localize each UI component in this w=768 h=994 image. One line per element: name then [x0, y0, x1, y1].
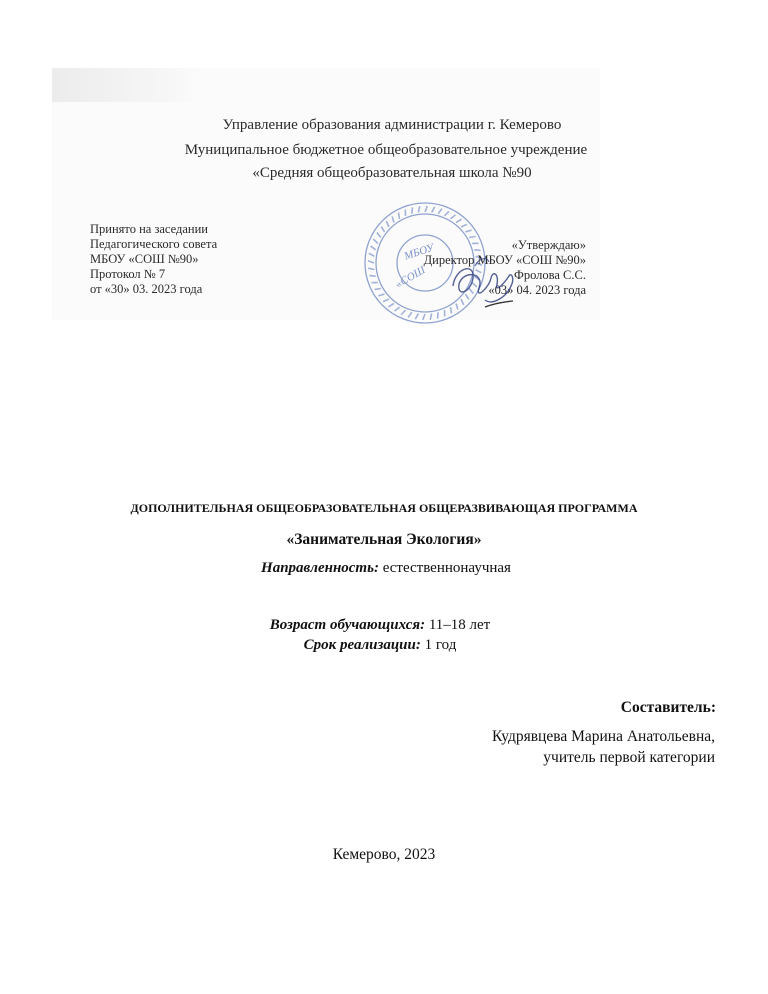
- program-title: ДОПОЛНИТЕЛЬНАЯ ОБЩЕОБРАЗОВАТЕЛЬНАЯ ОБЩЕРАЗВИВАЮЩАЯ ПРОГРАММА: [130, 501, 638, 515]
- stamp-ring-glyph: [378, 294, 384, 296]
- age-value: 11–18 лет: [428, 617, 491, 633]
- direction-label: Направленность: [261, 560, 374, 576]
- approved-line: «03» 04. 2023 года: [488, 283, 586, 297]
- stamp-text: «СОШ: [393, 264, 428, 291]
- stamp-ring-glyph: [371, 246, 376, 250]
- stamp-ring-glyph: [368, 261, 374, 263]
- colon: :: [415, 637, 421, 653]
- city-year: Кемерово, 2023: [332, 846, 436, 863]
- stamp-ring-glyph: [389, 303, 394, 306]
- stamp-ring-glyph: [423, 314, 425, 320]
- approved-line: Фролова С.С.: [513, 268, 586, 282]
- stamp-ring-glyph: [373, 239, 378, 243]
- stamp-ring-glyph: [383, 299, 389, 302]
- stamp-ring-glyph: [408, 312, 412, 317]
- header-line-1: Управление образования администрации г. Кемерово: [222, 117, 562, 133]
- term-line: [0, 637, 764, 654]
- stamp-ring-glyph: [368, 268, 374, 269]
- age-line: [0, 617, 764, 634]
- stamp-ring-glyph: [392, 216, 394, 222]
- program-name: «Занимательная Экология»: [286, 531, 482, 548]
- stamp-ring-glyph: [425, 206, 427, 212]
- stamp-ring-glyph: [401, 310, 405, 315]
- age-label: Возраст обучающихся: [269, 617, 421, 633]
- approved-line: «Утверждаю»: [511, 238, 586, 252]
- accepted-line: МБОУ «СОШ №90»: [90, 252, 199, 266]
- colon: :: [420, 617, 426, 633]
- stamp-ring-glyph: [386, 221, 389, 227]
- stamp-ring-glyph: [415, 314, 418, 320]
- accepted-line: Протокол № 7: [90, 267, 166, 281]
- stamp-ring-glyph: [398, 213, 399, 219]
- stamp-ring-glyph: [369, 276, 375, 277]
- approved-line: Директор МБОУ «СОШ №90»: [423, 253, 586, 267]
- stamp-ring-glyph: [377, 233, 381, 238]
- accepted-line: от «30» 03. 2023 года: [90, 282, 203, 296]
- accepted-line: Педагогического совета: [90, 237, 218, 251]
- header-line-3: «Средняя общеобразовательная школа №90: [252, 165, 532, 181]
- colon: :: [373, 560, 379, 576]
- stamp-ring-glyph: [430, 314, 431, 320]
- stamp-ring-glyph: [465, 230, 471, 232]
- stamp-ring-glyph: [418, 206, 419, 212]
- composer-heading: Составитель:: [620, 699, 716, 716]
- direction-line: [2, 560, 768, 577]
- stamp-text: МБОУ: [402, 241, 436, 263]
- accepted-line: Принято на заседании: [90, 222, 208, 236]
- accepted-block: [90, 222, 217, 297]
- header-line-2: Муниципальное бюджетное общеобразовательное учреждение: [184, 142, 588, 158]
- stamp-ring-glyph: [461, 224, 467, 227]
- stamp-ring-glyph: [412, 207, 413, 213]
- term-value: 1 год: [424, 637, 457, 653]
- stamp-ring-glyph: [456, 219, 461, 222]
- stamp-ring-glyph: [445, 211, 449, 216]
- stamp-ring-glyph: [395, 307, 400, 311]
- stamp-ring-glyph: [381, 227, 384, 232]
- signature-dash-icon: [483, 298, 515, 310]
- stamp-ring-glyph: [438, 209, 442, 214]
- stamp-ring-glyph: [375, 289, 381, 290]
- scan-artifact: [52, 68, 202, 102]
- composer-name: Кудрявцева Марина Анатольевна,: [492, 728, 715, 745]
- composer-role: учитель первой категории: [543, 749, 715, 766]
- stamp-ring-glyph: [369, 253, 375, 256]
- stamp-ring-glyph: [432, 207, 435, 213]
- stamp-ring-glyph: [451, 215, 456, 219]
- stamp-ring-glyph: [438, 312, 439, 318]
- term-label: Срок реализации: [303, 637, 416, 653]
- direction-value: естественнонаучная: [382, 560, 511, 576]
